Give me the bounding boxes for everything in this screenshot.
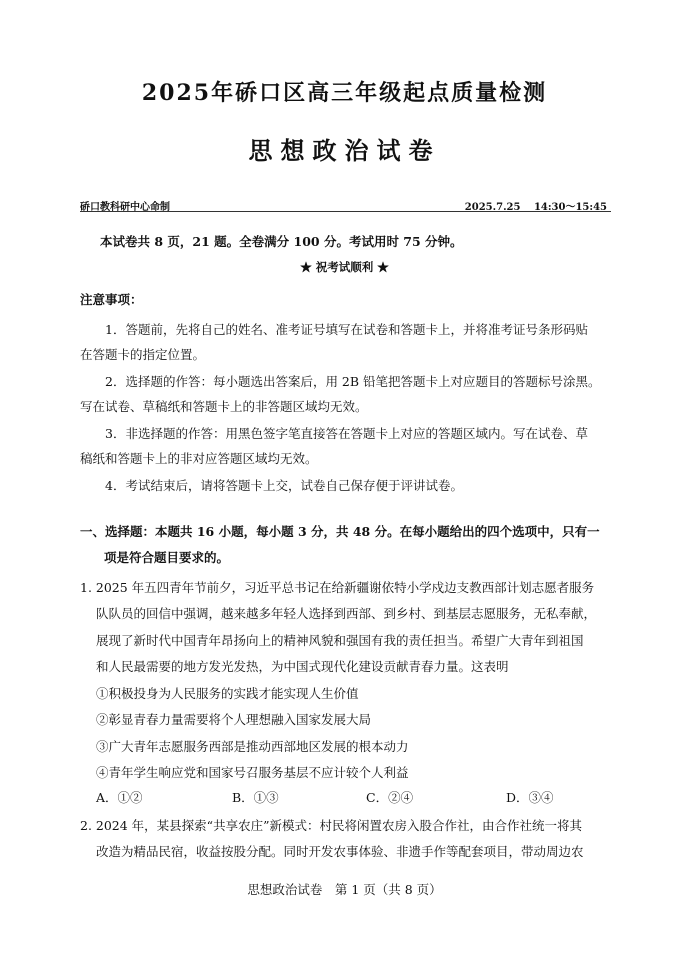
good-luck-banner: ★ 祝考试顺利 ★ — [300, 260, 389, 274]
question-1-statement: ②彰显青春力量需要将个人理想融入国家发展大局 — [96, 712, 372, 727]
question-2-stem: 改造为精品民宿，收益按股分配。同时开发农事体验、非遗手作等配套项目，带动周边农 — [96, 844, 584, 859]
question-1-stem: 1. 2025 年五四青年节前夕，习近平总书记在给新疆谢依特小学戍边支教西部计划志愿者服务 — [80, 580, 595, 595]
section-heading-cont: 项是符合题目要求的。 — [104, 550, 230, 565]
question-1-stem: 和人民最需要的地方发光发热，为中国式现代化建设贡献青春力量。这表明 — [96, 659, 509, 674]
notice-line: 4．考试结束后，请将答题卡上交，试卷自己保存便于评讲试卷。 — [105, 478, 463, 493]
question-1-stem: 展现了新时代中国青年昂扬向上的精神风貌和强国有我的责任担当。希望广大青年到祖国 — [96, 633, 584, 648]
option-d: D．③④ — [506, 790, 554, 805]
exam-intro: 本试卷共 8 页，21 题。全卷满分 100 分。考试用时 75 分钟。 — [100, 234, 463, 249]
option-a: A．①② — [96, 790, 143, 805]
notice-line: 3．非选择题的作答：用黑色签字笔直接答在答题卡上对应的答题区域内。写在试卷、草 — [105, 426, 588, 441]
question-2-stem: 2. 2024 年，某县探索“共享农庄”新模式：村民将闲置农房入股合作社，由合作社统一将其 — [80, 818, 582, 833]
notice-line: 写在试卷、草稿纸和答题卡上的非答题区域均无效。 — [80, 399, 368, 414]
notice-line: 在答题卡的指定位置。 — [80, 347, 206, 362]
page-footer: 思想政治试卷 第 1 页（共 8 页） — [247, 882, 442, 897]
notice-line: 1．答题前，先将自己的姓名、准考证号填写在试卷和答题卡上，并将准考证号条形码贴 — [105, 322, 588, 337]
option-b: B．①③ — [232, 790, 279, 805]
exam-date-time: 2025.7.25 14:30～15:45 — [464, 202, 607, 213]
section-heading: 一、选择题：本题共 16 小题，每小题 3 分，共 48 分。在每小题给出的四个选项中，只有一 — [80, 524, 600, 539]
question-1-statement: ①积极投身为人民服务的实践才能实现人生价值 — [96, 686, 359, 701]
question-1-statement: ③广大青年志愿服务西部是推动西部地区发展的根本动力 — [96, 739, 409, 754]
issuer-label: 硚口教科研中心命制 — [80, 202, 170, 213]
question-1-statement: ④青年学生响应党和国家号召服务基层不应计较个人利益 — [96, 765, 409, 780]
notice-line: 2．选择题的作答：每小题选出答案后，用 2B 铅笔把答题卡上对应题目的答题标号涂黑。 — [105, 374, 601, 389]
header-divider — [80, 211, 611, 212]
subject-title: 思想政治试卷 — [248, 136, 441, 165]
exam-title: 2025年硚口区高三年级起点质量检测 — [141, 80, 548, 106]
notice-heading: 注意事项： — [80, 292, 143, 307]
question-1-stem: 队队员的回信中强调，越来越多年轻人选择到西部、到乡村、到基层志愿服务，无私奉献， — [96, 606, 597, 621]
notice-line: 稿纸和答题卡上的非对应答题区域均无效。 — [80, 451, 318, 466]
option-c: C．②④ — [366, 790, 414, 805]
